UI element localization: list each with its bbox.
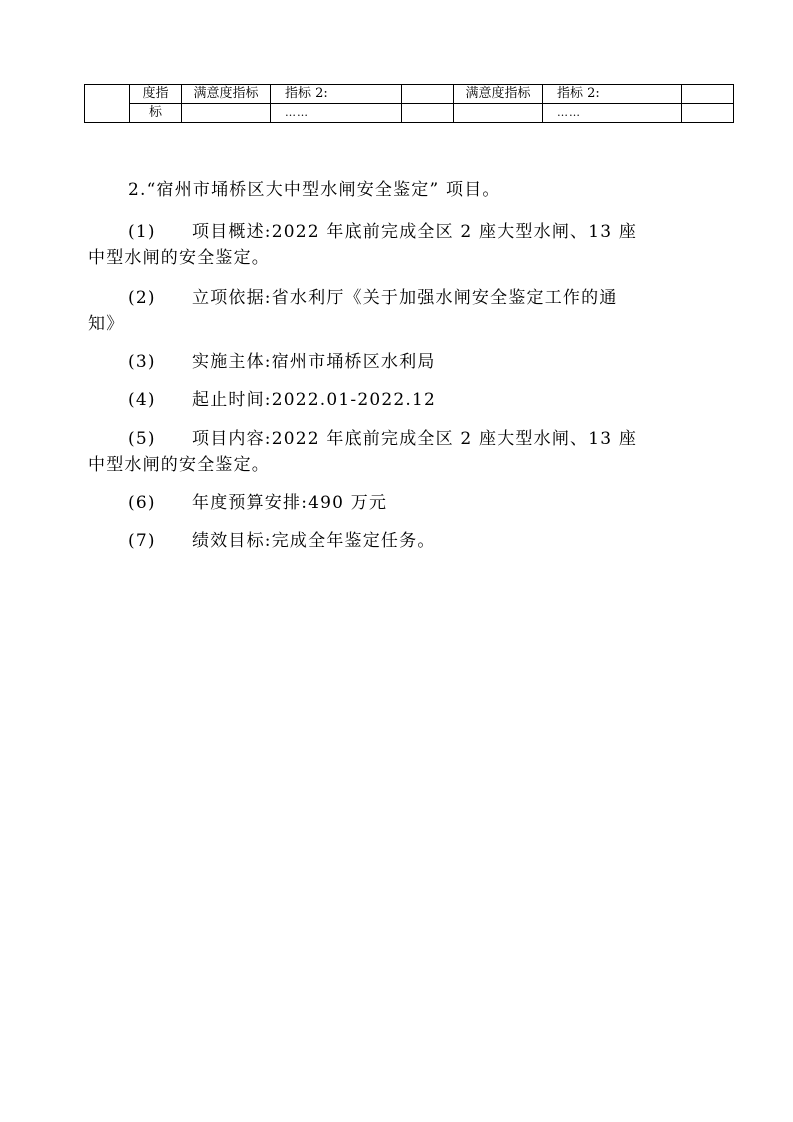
item-number: (4): [128, 390, 156, 410]
item-continuation: 中型水闸的安全鉴定。: [88, 455, 270, 475]
table-cell-ellipsis: ……: [543, 104, 682, 123]
item-text: 绩效目标:完成全年鉴定任务。: [192, 531, 436, 551]
item-text: 立项依据:省水利厅《关于加强水闸安全鉴定工作的通: [192, 288, 618, 308]
list-item: [88, 350, 748, 374]
section-heading: 2.“宿州市埇桥区大中型水闸安全鉴定” 项目。: [128, 180, 501, 200]
list-item: [88, 427, 748, 451]
table-cell-indicator-type: 度指: [130, 85, 182, 104]
list-item: [88, 491, 748, 515]
table-cell-indicator-2: 指标 2:: [543, 85, 682, 104]
table-cell-satisfaction-label: 满意度指标: [454, 85, 543, 104]
list-item: [88, 286, 748, 310]
indicator-table-fragment: [84, 84, 734, 123]
item-number: (2): [128, 288, 156, 308]
table-cell-empty: [402, 104, 454, 123]
item-text: 项目概述:2022 年底前完成全区 2 座大型水闸、13 座: [192, 222, 638, 242]
table-cell-empty: [454, 104, 543, 123]
item-continuation: 中型水闸的安全鉴定。: [88, 248, 270, 268]
table-row: [85, 85, 734, 104]
list-item: [88, 388, 748, 412]
item-number: (6): [128, 493, 156, 513]
table-cell-indicator-2: 指标 2:: [271, 85, 402, 104]
item-number: (7): [128, 531, 156, 551]
table-cell-empty: [182, 104, 271, 123]
table-cell-empty: [682, 85, 734, 104]
item-number: (1): [128, 222, 156, 242]
item-text: 年度预算安排:490 万元: [192, 493, 388, 513]
list-item: [88, 529, 748, 553]
table-cell-empty: [85, 85, 130, 123]
item-continuation: 知》: [88, 314, 125, 334]
table-cell-empty: [402, 85, 454, 104]
item-text: 起止时间:2022.01-2022.12: [192, 390, 437, 410]
table-row: [85, 104, 734, 123]
item-number: (5): [128, 429, 156, 449]
item-text: 项目内容:2022 年底前完成全区 2 座大型水闸、13 座: [192, 429, 638, 449]
item-number: (3): [128, 352, 156, 372]
table-cell-indicator-type-cont: 标: [130, 104, 182, 123]
item-text: 实施主体:宿州市埇桥区水利局: [192, 352, 436, 372]
table-cell-ellipsis: ……: [271, 104, 402, 123]
list-item: [88, 220, 748, 244]
table-cell-empty: [682, 104, 734, 123]
table-cell-satisfaction-label: 满意度指标: [182, 85, 271, 104]
